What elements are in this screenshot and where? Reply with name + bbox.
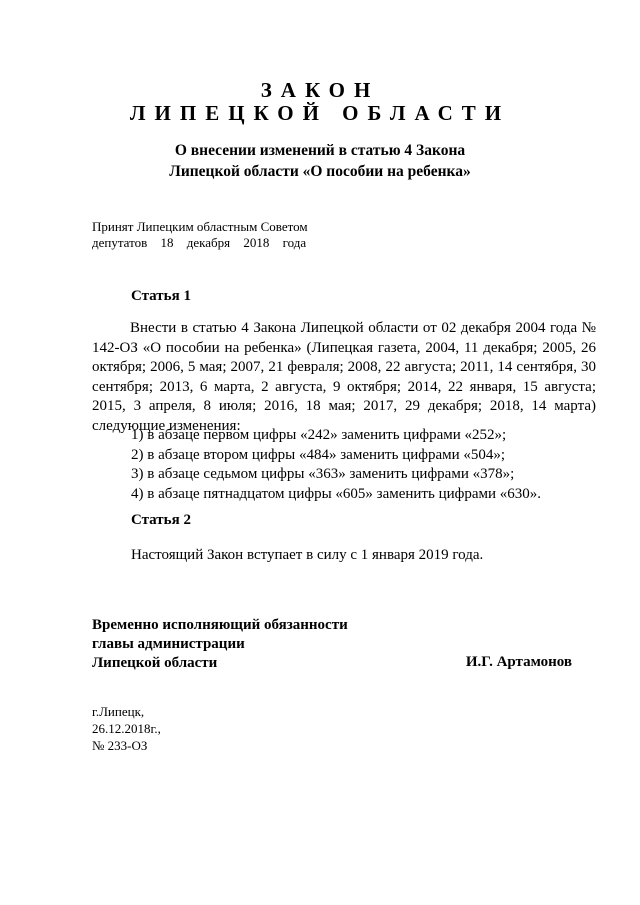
article1-item-4: 4) в абзаце пятнадцатом цифры «605» заменить цифрами «630». xyxy=(131,486,542,502)
signature-title-line2: главы администрации xyxy=(92,636,245,652)
article2-text: Настоящий Закон вступает в силу с 1 января 2019 года. xyxy=(131,547,484,563)
article1-heading: Статья 1 xyxy=(131,288,191,304)
signature-title-line3: Липецкой области xyxy=(92,655,218,671)
signature-title-line1: Временно исполняющий обязанности xyxy=(92,617,348,633)
signatory-name: И.Г. Артамонов xyxy=(465,654,572,670)
article1-item-2: 2) в абзаце втором цифры «484» заменить цифрами «504»; xyxy=(131,447,506,463)
footer-date: 26.12.2018г., xyxy=(92,721,161,736)
article1-intro: Внести в статью 4 Закона Липецкой области от 02 декабря 2004 года № 142-ОЗ «О пособии на ребенка» (Липецкая газета, 2004, 11 декабря; 2005, 26 октября; 2006, 5 мая; 2007, 21 февраля; 2008, 22 августа; 2011, 14 сентября, 30 сентября; 2013, 6 марта, 2 августа, 9 октября; 2014, 22 января, 15 августа; 2015, 3 апреля, 8 июля; 2016, 18 мая; 2017, 29 декабря; 2018, 14 марта) следующие изменения: xyxy=(92,320,596,434)
law-title-line2: Липецкой области «О пособии на ребенка» xyxy=(169,163,471,180)
law-title-line1: О внесении изменений в статью 4 Закона xyxy=(174,142,466,159)
article2-heading: Статья 2 xyxy=(131,512,191,528)
law-header-line1: ЗАКОН xyxy=(260,78,380,102)
law-header-line2: ЛИПЕЦКОЙ ОБЛАСТИ xyxy=(129,101,511,125)
article1-item-1: 1) в абзаце первом цифры «242» заменить цифрами «252»; xyxy=(131,427,507,443)
adoption-line2: депутатов 18 декабря 2018 года xyxy=(92,235,307,250)
footer-place: г.Липецк, xyxy=(92,704,145,719)
adoption-line1: Принят Липецким областным Советом xyxy=(92,219,308,234)
footer-number: № 233-ОЗ xyxy=(92,738,148,753)
article1-item-3: 3) в абзаце седьмом цифры «363» заменить цифрами «378»; xyxy=(131,466,515,482)
